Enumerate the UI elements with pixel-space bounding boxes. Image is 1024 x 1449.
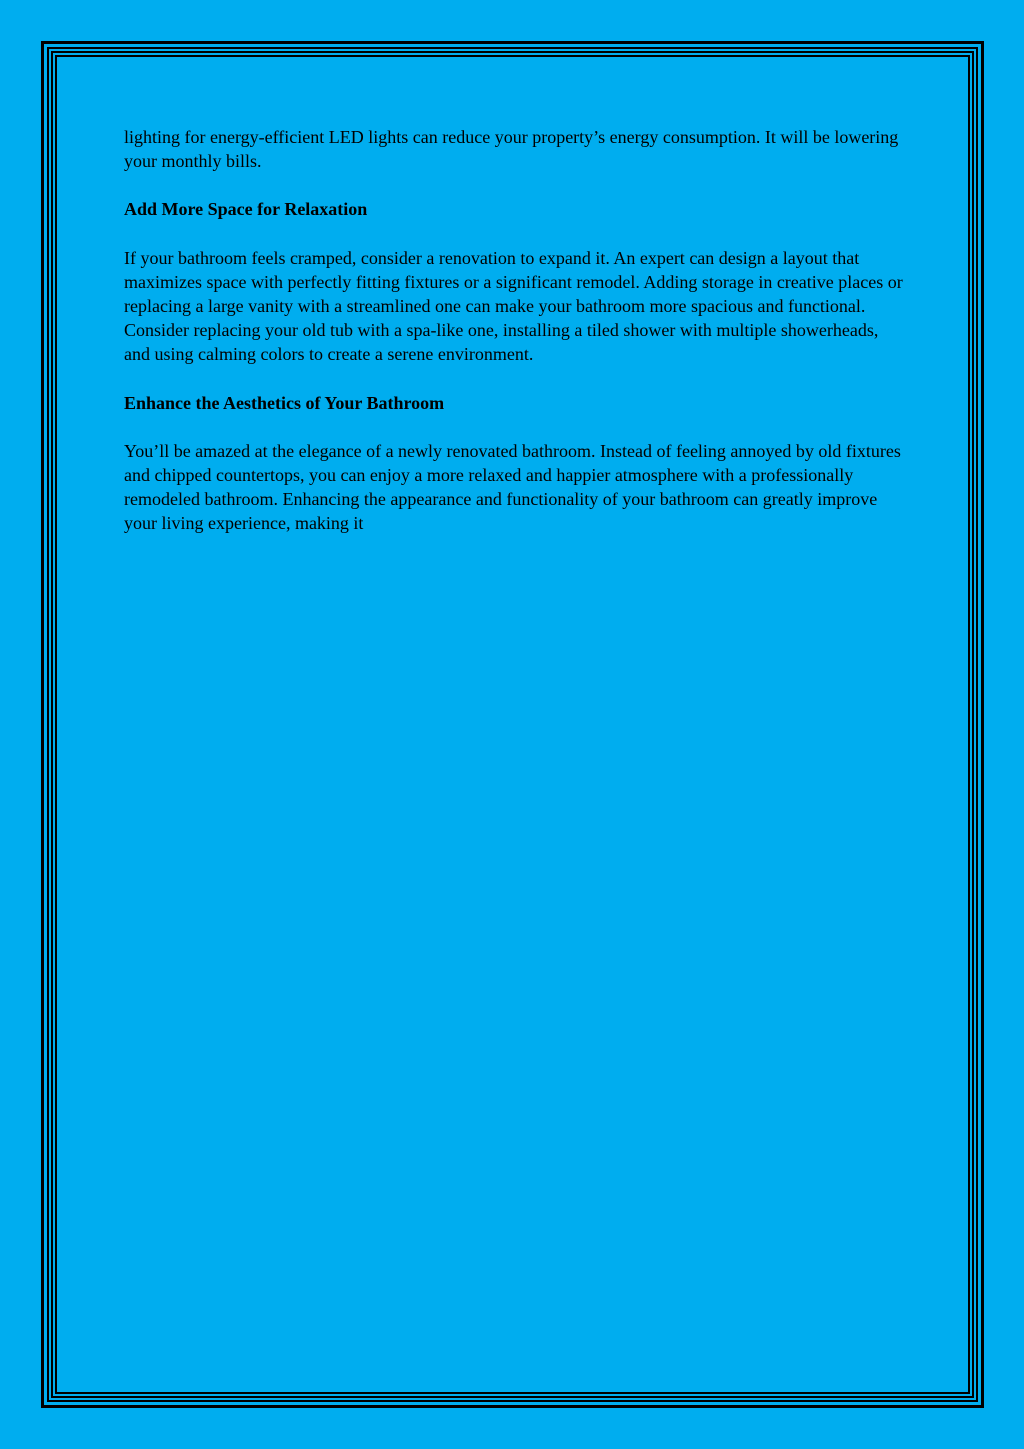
heading-enhance-aesthetics: Enhance the Aesthetics of Your Bathroom bbox=[124, 392, 445, 413]
paragraph-add-more-space: If your bathroom feels cramped, consider a renovation to expand it. An expert can design a layout that maximizes space with perfectly fitting fixtures or a significant remodel. Adding storage in creative places or replacing a large vanity with a streamlined one can make your bathroom more spacious and functional. Consider replacing your old tub with a spa-like one, installing a tiled shower with multiple showerheads, and using calming colors to create a serene environment. bbox=[124, 247, 903, 365]
paragraph-enhance-aesthetics: You’ll be amazed at the elegance of a newly renovated bathroom. Instead of feeling annoyed by old fixtures and chipped countertops, you can enjoy a more relaxed and happier atmosphere with a professionally remodeled bathroom. Enhancing the appearance and functionality of your bathroom can greatly improve your living experience, making it bbox=[124, 440, 901, 534]
heading-add-more-space: Add More Space for Relaxation bbox=[124, 199, 368, 220]
document-body bbox=[124, 125, 904, 560]
paragraph-energy-lighting: lighting for energy-efficient LED lights can reduce your property’s energy consumption. It will be lowering your monthly bills. bbox=[124, 127, 899, 172]
